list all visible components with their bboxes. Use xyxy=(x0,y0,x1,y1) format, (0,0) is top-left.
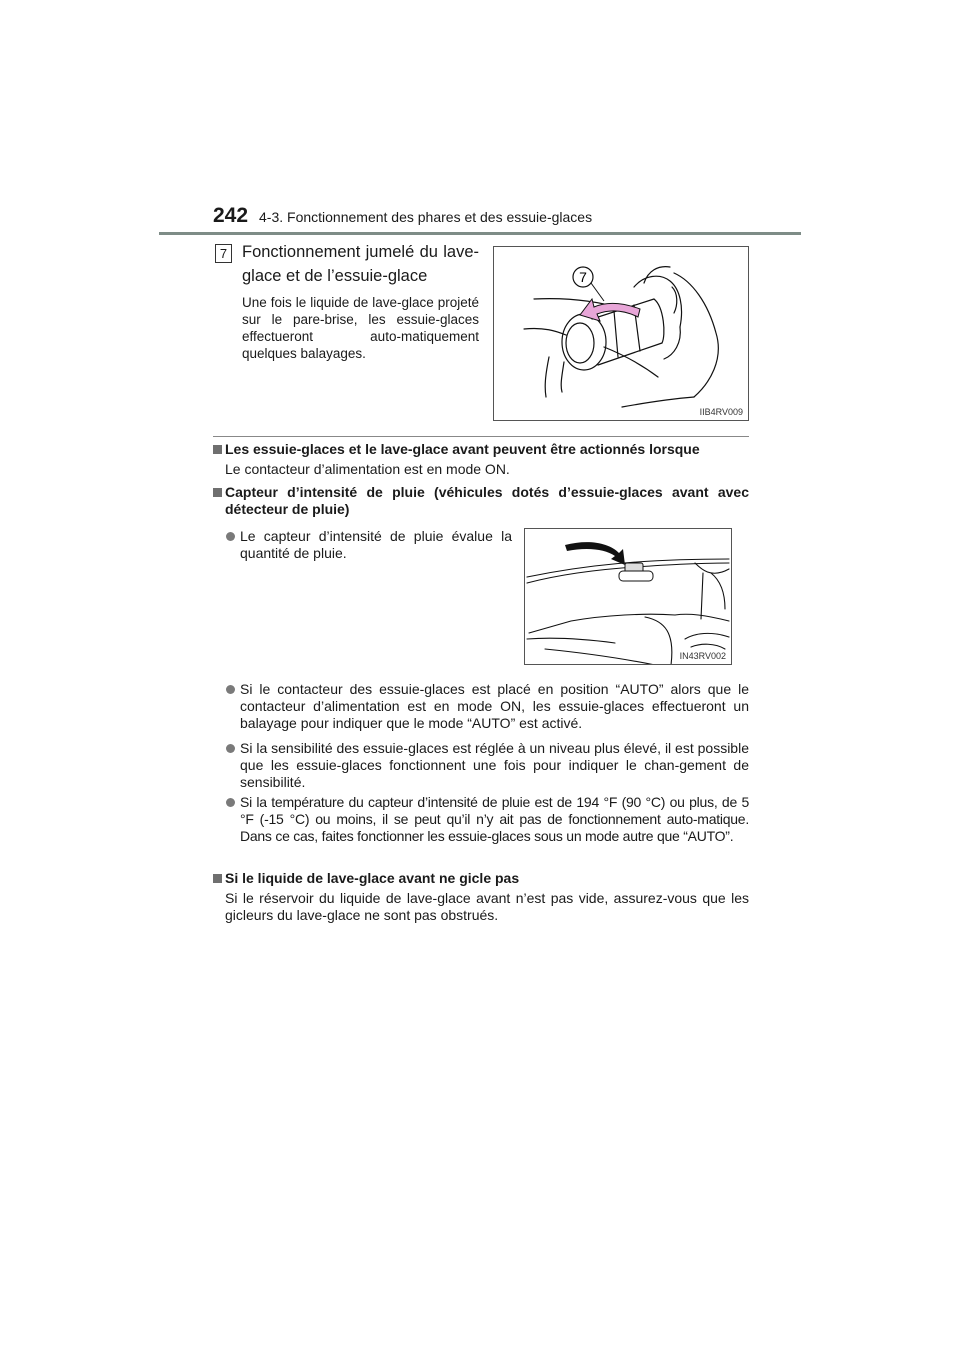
section-heading: Capteur d’intensité de pluie (véhicules dotés d’essuie-glaces avant avec détecteur de pluie) xyxy=(225,484,749,517)
section-divider xyxy=(213,436,749,437)
header-rule xyxy=(159,232,801,235)
chapter-title: 4-3. Fonctionnement des phares et des essuie-glaces xyxy=(259,209,593,225)
rain-sensor-figure xyxy=(524,528,732,665)
figure-code: IN43RV002 xyxy=(679,651,726,661)
list-item: Si la température du capteur d’intensité de pluie est de 194 °F (90 °C) ou plus, de 5 °F (-15 °C) ou moins, il se peut qu’il n’y ait pas de fonctionnement auto-matique. Dans ce cas, faites fonctionner les essuie-glaces sous un mode autre que “AUTO”. xyxy=(240,794,749,844)
wiper-lever-figure xyxy=(493,246,749,421)
figure-code: IIB4RV009 xyxy=(699,407,743,417)
section-bullet xyxy=(213,874,222,883)
section-bullet xyxy=(213,488,222,497)
list-bullet xyxy=(226,532,235,541)
list-bullet xyxy=(226,744,235,753)
section-text: Si le réservoir du liquide de lave-glace avant n’est pas vide, assurez-vous que les gicleurs du lave-glace ne sont pas obstrués. xyxy=(225,890,749,923)
wiper-lever-pull-illustration-icon xyxy=(494,247,749,421)
list-bullet xyxy=(226,798,235,807)
list-item: Si la sensibilité des essuie-glaces est réglée à un niveau plus élevé, il est possible que les essuie-glaces fonctionnent une fois pour indiquer le chan-gement de sensibilité. xyxy=(240,740,749,790)
list-item: Si le contacteur des essuie-glaces est placé en position “AUTO” alors que le contacteur d’alimentation est en mode ON, les essuie-glaces effectueront un balayage pour indiquer que le mode “AUTO” est activé. xyxy=(240,681,749,731)
step-title: Fonctionnement jumelé du lave-glace et de l’essuie-glace xyxy=(242,243,479,285)
section-text: Le contacteur d’alimentation est en mode ON. xyxy=(225,461,510,477)
section-bullet xyxy=(213,445,222,454)
rain-sensor-windshield-illustration-icon xyxy=(525,529,732,665)
list-item: Le capteur d’intensité de pluie évalue la quantité de pluie. xyxy=(240,528,512,561)
page-number: 242 xyxy=(213,204,249,227)
callout-number: 7 xyxy=(579,269,587,285)
list-bullet xyxy=(226,685,235,694)
section-heading: Les essuie-glaces et le lave-glace avant peuvent être actionnés lorsque xyxy=(225,441,700,457)
section-heading: Si le liquide de lave-glace avant ne gicle pas xyxy=(225,870,520,886)
step-marker: 7 xyxy=(215,244,232,263)
step-description: Une fois le liquide de lave-glace projeté sur le pare-brise, les essuie-glaces effectueront auto-matiquement quelques balayages. xyxy=(242,295,479,361)
